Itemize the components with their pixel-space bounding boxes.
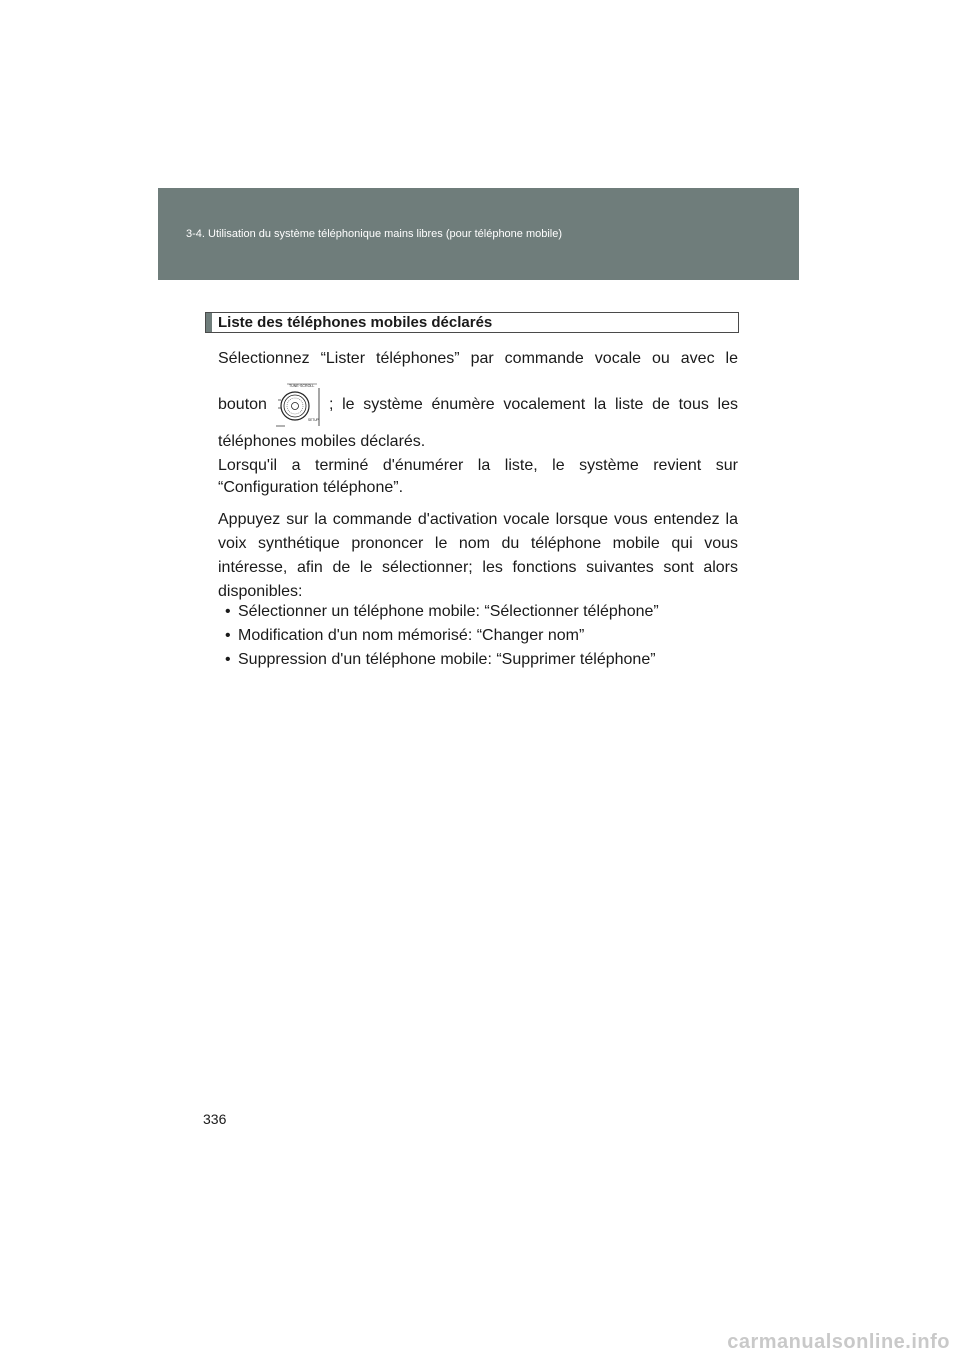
paragraph1-line1: Sélectionnez “Lister téléphones” par commande vocale ou avec le — [218, 350, 738, 367]
knob-side-label: SETUP — [307, 418, 319, 422]
header-title: 3-4. Utilisation du système téléphonique mains libres (pour téléphone mobile) — [186, 228, 563, 240]
watermark: carmanualsonline.info — [727, 1331, 950, 1353]
paragraph2: Appuyez sur la commande d'activation vocale lorsque vous entendez la voix synthétique prononcer le nom du téléphone mobile qui vous intéresse, afin de le sélectionner; les fonctions suivantes sont alors disponibles: — [218, 511, 738, 600]
paragraph1-line2 — [218, 382, 738, 428]
list-item-text: Suppression d'un téléphone mobile: “Supprimer téléphone” — [238, 651, 656, 668]
knob-top-label: TUNE·SCROLL — [288, 384, 315, 388]
paragraph1-line4: Lorsqu'il a terminé d'énumérer la liste, le système revient sur — [218, 457, 738, 474]
section-heading-accent — [206, 313, 212, 332]
paragraph1-line3: téléphones mobiles déclarés. — [218, 433, 426, 450]
paragraph1-line2-rest: ; le système énumère vocalement la liste de tous les — [328, 396, 738, 413]
function-list — [225, 600, 745, 672]
list-item: • Suppression d'un téléphone mobile: “Supprimer téléphone” — [225, 651, 656, 668]
list-item-text: Modification d'un nom mémorisé: “Changer nom” — [238, 627, 585, 644]
header-band — [158, 188, 799, 280]
page-number: 336 — [203, 1111, 227, 1127]
section-heading-box — [205, 312, 739, 333]
paragraph1-line5: “Configuration téléphone”. — [218, 479, 404, 496]
paragraph1-button-word: bouton — [218, 396, 267, 413]
section-heading: Liste des téléphones mobiles déclarés — [218, 314, 493, 331]
tune-scroll-knob-icon — [275, 382, 321, 428]
list-item-text: Sélectionner un téléphone mobile: “Sélectionner téléphone” — [238, 603, 659, 620]
list-item: • Modification d'un nom mémorisé: “Changer nom” — [225, 627, 585, 644]
list-item: • Sélectionner un téléphone mobile: “Sélectionner téléphone” — [225, 603, 659, 620]
